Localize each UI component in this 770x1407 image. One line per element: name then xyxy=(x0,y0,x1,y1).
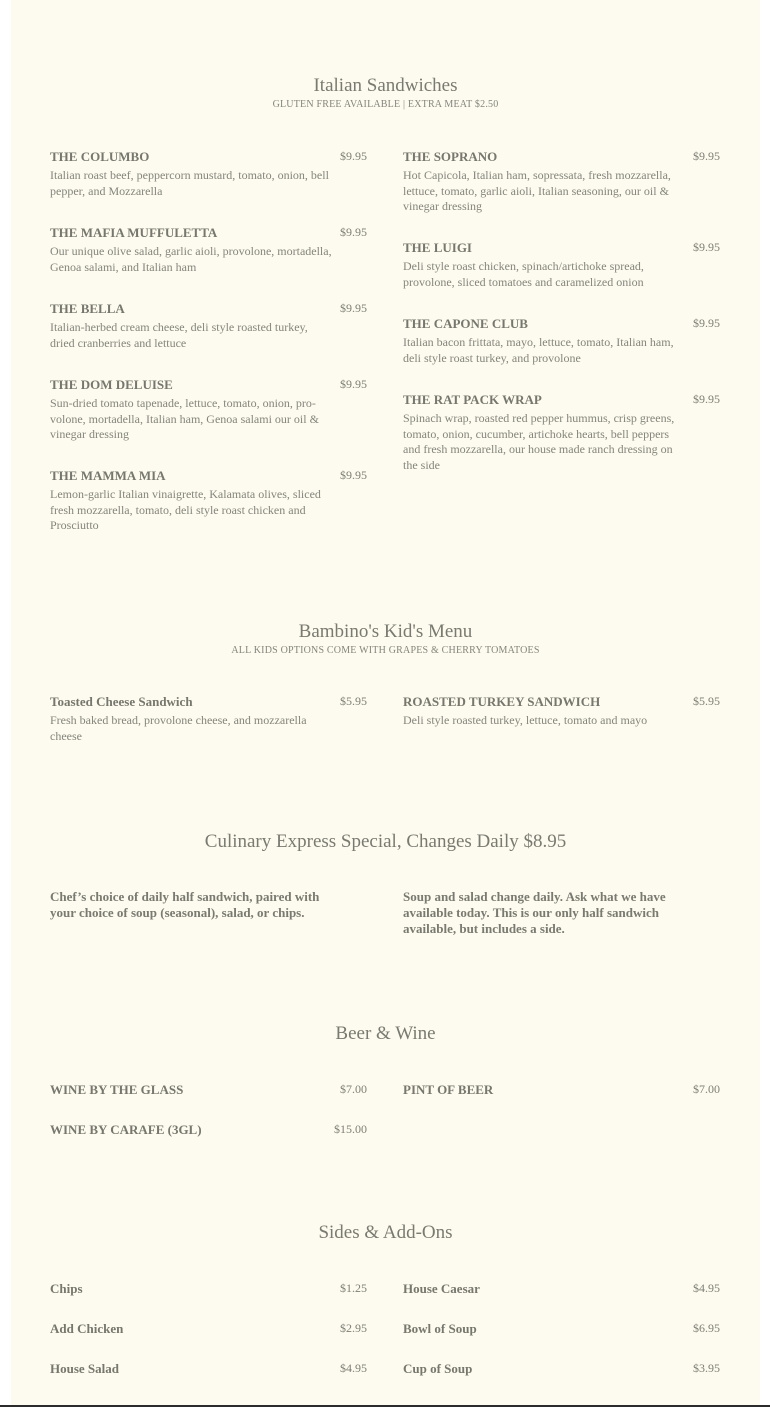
section-title: Beer & Wine xyxy=(335,1023,436,1044)
menu-item-mafia-muffuletta xyxy=(50,224,367,275)
section-title: Italian Sandwiches xyxy=(313,75,458,96)
item-price: $4.95 xyxy=(693,1281,720,1295)
item-price: $9.95 xyxy=(340,301,367,315)
item-name: THE LUIGI xyxy=(403,240,472,255)
menu-item-house-salad xyxy=(50,1360,367,1377)
item-description: Italian roast beef, peppercorn mustard, tomato, onion, bell pepper, and Mozzarella xyxy=(50,168,329,198)
item-price: $9.95 xyxy=(340,377,367,391)
menu-item-capone-club xyxy=(403,315,720,366)
section-daily-special xyxy=(11,831,760,853)
item-description: Lemon-garlic Italian vinaigrette, Kalamata olives, sliced fresh mozzarella, tomato, deli style roast chicken and Prosciutto xyxy=(50,487,321,532)
item-name: House Caesar xyxy=(403,1281,480,1296)
item-name: Cup of Soup xyxy=(403,1361,473,1376)
menu-item-toasted-cheese xyxy=(50,693,367,744)
item-name: THE MAFIA MUFFULETTA xyxy=(50,225,218,240)
item-price: $7.00 xyxy=(340,1082,367,1096)
section-title: Bambino's Kid's Menu xyxy=(298,621,473,642)
section-kids-menu xyxy=(11,621,760,658)
item-price: $9.95 xyxy=(693,316,720,330)
menu-item-mamma-mia xyxy=(50,467,367,534)
section-subtitle: GLUTEN FREE AVAILABLE | EXTRA MEAT $2.50 xyxy=(272,99,499,110)
menu-item-bella xyxy=(50,300,367,351)
menu-page xyxy=(11,0,760,1405)
item-description: Italian-herbed cream cheese, deli style roasted turkey, dried cranberries and lettuce xyxy=(50,320,308,350)
item-description: Italian bacon frittata, mayo, lettuce, tomato, Italian ham, deli style roast turkey, and provolone xyxy=(403,335,674,365)
item-name: Toasted Cheese Sandwich xyxy=(50,694,193,709)
section-beer-wine xyxy=(11,1023,760,1045)
menu-item-soprano xyxy=(403,148,720,215)
item-name: THE COLUMBO xyxy=(50,149,150,164)
special-description: Chef’s choice of daily half sandwich, paired with your choice of soup (seasonal), salad, or chips. xyxy=(50,889,320,920)
item-price: $9.95 xyxy=(693,240,720,254)
menu-item-bowl-soup xyxy=(403,1320,720,1337)
item-name: Chips xyxy=(50,1281,83,1296)
special-note: Soup and salad change daily. Ask what we have available today. This is our only half sandwich available, but includes a side. xyxy=(403,889,666,936)
menu-item-rat-pack-wrap xyxy=(403,391,720,473)
item-name: WINE BY CARAFE (3GL) xyxy=(50,1122,202,1137)
item-description: Sun-dried tomato tapenade, lettuce, tomato, onion, pro-volone, mortadella, Italian ham, Genoa salami our oil & vinegar dressing xyxy=(50,396,319,441)
item-price: $9.95 xyxy=(693,392,720,406)
menu-item-columbo xyxy=(50,148,367,199)
item-name: THE CAPONE CLUB xyxy=(403,316,528,331)
item-description: Spinach wrap, roasted red pepper hummus, crisp greens, tomato, onion, cucumber, artichoke hearts, bell peppers and fresh mozzarella, our house made ranch dressing on the side xyxy=(403,411,675,472)
item-description: Hot Capicola, Italian ham, sopressata, fresh mozzarella, lettuce, tomato, garlic aioli, Italian seasoning, our oil & vinegar dressing xyxy=(403,168,671,213)
section-title: Culinary Express Special, Changes Daily $8.95 xyxy=(204,831,567,852)
menu-item-house-caesar xyxy=(403,1280,720,1297)
item-price: $5.95 xyxy=(340,694,367,708)
item-name: THE SOPRANO xyxy=(403,149,498,164)
menu-item-chips xyxy=(50,1280,367,1297)
item-price: $9.95 xyxy=(340,468,367,482)
special-left-column xyxy=(50,889,367,921)
menu-item-luigi xyxy=(403,239,720,290)
item-price: $15.00 xyxy=(334,1122,367,1136)
section-subtitle: ALL KIDS OPTIONS COME WITH GRAPES & CHERRY TOMATOES xyxy=(231,645,540,656)
item-price: $5.95 xyxy=(693,694,720,708)
item-name: THE BELLA xyxy=(50,301,125,316)
item-name: THE RAT PACK WRAP xyxy=(403,392,542,407)
special-right-column xyxy=(403,889,720,937)
section-italian-sandwiches xyxy=(11,75,760,112)
item-name: THE MAMMA MIA xyxy=(50,468,166,483)
section-title: Sides & Add-Ons xyxy=(318,1222,453,1243)
item-price: $2.95 xyxy=(340,1321,367,1335)
menu-item-pint-beer xyxy=(403,1081,720,1098)
section-sides xyxy=(11,1222,760,1244)
item-price: $7.00 xyxy=(693,1082,720,1096)
menu-item-cup-soup xyxy=(403,1360,720,1377)
item-name: House Salad xyxy=(50,1361,119,1376)
item-price: $9.95 xyxy=(340,149,367,163)
item-description: Fresh baked bread, provolone cheese, and mozzarella cheese xyxy=(50,713,307,743)
menu-item-wine-carafe xyxy=(50,1121,367,1138)
menu-item-dom-deluise xyxy=(50,376,367,443)
item-price: $9.95 xyxy=(340,225,367,239)
item-name: Add Chicken xyxy=(50,1321,124,1336)
item-name: PINT OF BEER xyxy=(403,1082,494,1097)
item-description: Deli style roast chicken, spinach/artichoke spread, provolone, sliced tomatoes and caramelized onion xyxy=(403,259,644,289)
menu-item-add-chicken xyxy=(50,1320,367,1337)
item-price: $1.25 xyxy=(340,1281,367,1295)
item-price: $3.95 xyxy=(693,1361,720,1375)
item-description: Our unique olive salad, garlic aioli, provolone, mortadella, Genoa salami, and Italian ham xyxy=(50,244,332,274)
item-name: ROASTED TURKEY SANDWICH xyxy=(403,694,601,709)
menu-item-roasted-turkey xyxy=(403,693,720,729)
item-price: $6.95 xyxy=(693,1321,720,1335)
menu-item-wine-glass xyxy=(50,1081,367,1098)
item-description: Deli style roasted turkey, lettuce, tomato and mayo xyxy=(403,713,648,727)
item-name: THE DOM DELUISE xyxy=(50,377,173,392)
item-price: $4.95 xyxy=(340,1361,367,1375)
kids-right-column xyxy=(403,693,720,729)
kids-left-column xyxy=(50,693,367,744)
item-name: WINE BY THE GLASS xyxy=(50,1082,184,1097)
item-name: Bowl of Soup xyxy=(403,1321,477,1336)
item-price: $9.95 xyxy=(693,149,720,163)
